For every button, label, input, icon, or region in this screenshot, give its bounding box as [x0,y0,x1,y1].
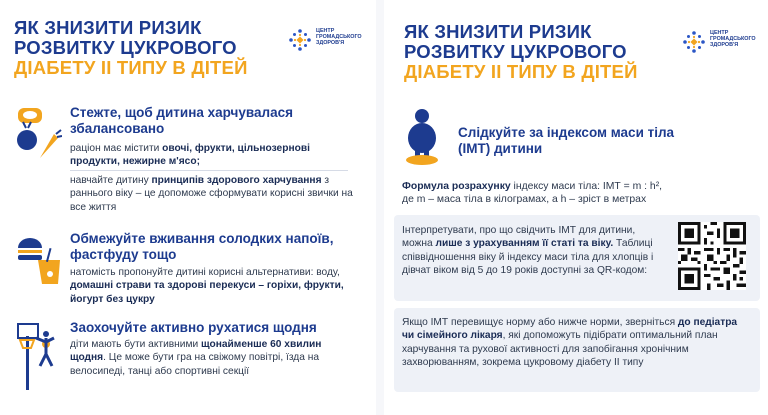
qr-code-icon [678,222,746,290]
section-balanced-diet-text-2: навчайте дитину принципів здорового харчування з раннього віку – це допоможе сформувати корисні звички на все життя [70,175,353,213]
phc-logo-icon [682,30,706,54]
right-poster [384,0,768,415]
title-line-1: ЯК ЗНИЗИТИ РИЗИК [14,17,202,38]
phc-logo [682,30,756,54]
healthy-food-icon [14,104,62,164]
child-on-scale-icon [402,108,442,166]
title-line-2: РОЗВИТКУ ЦУКРОВОГО [14,37,237,58]
phc-logo-icon [288,28,312,52]
phc-logo-text: ЦЕНТР ГРОМАДСЬКОГО ЗДОРОВ'Я [316,28,362,47]
doctor-advice-text: Якщо ІМТ перевищує норму або нижче норми, зверніться до педіатра чи сімейного лікаря, які допоможуть підібрати оптимальний план харчування та рухової активності для запобігання хронічним захворюванням, зокрема цукровому діабету ІІ типу [402,317,738,369]
poster-title: ЯК ЗНИЗИТИ РИЗИК РОЗВИТКУ ЦУКРОВОГО ДІАБЕТУ ІІ ТИПУ В ДІТЕЙ [404,21,638,82]
bmi-interpretation-text: Інтерпретувати, про що свідчить ІМТ для дитини, можна лише з урахуванням її статі та віку. Таблиці співвідношення віку й індексу маси тіла для хлопців і дівчат віком від 5 до 19 років доступні за QR-кодом: [402,225,654,277]
bmi-section-title: Слідкуйте за індексом маси тіла (ІМТ) дитини [458,125,675,156]
title-line-3: ДІАБЕТУ ІІ ТИПУ В ДІТЕЙ [14,57,248,78]
section-activity-text: діти мають бути активними щонайменше 60 хвилин щодня. Це може бути гра на свіжому повітрі, їзда на велосипеді, танці або спортивні секції [70,339,322,377]
fastfood-drink-icon [14,234,60,286]
bmi-formula-text: Формула розрахунку індексу маси тіла: ІМТ = m : h², де m – маса тіла в кілограмах, а h – зріст в метрах [402,181,663,206]
section-limit-sweets-title: Обмежуйте вживання солодких напоїв, фастфуду тощо [70,231,334,262]
divider [70,170,348,171]
poster-title [14,18,248,78]
section-activity-title: Заохочуйте активно рухатися щодня [70,320,317,335]
section-balanced-diet-title: Стежте, щоб дитина харчувалася збалансовано [70,105,293,136]
section-limit-sweets-text: натомість пропонуйте дитині корисні альтернативи: воду, домашні страви та здорові перекуси – горіхи, фрукти, йогурт без цукру [70,267,344,305]
phc-logo-text: ЦЕНТР ГРОМАДСЬКОГО ЗДОРОВ'Я [710,30,756,49]
left-poster [0,0,376,415]
section-balanced-diet-text-1: раціон має містити овочі, фрукти, цільнозернові продукти, нежирне м'ясо; [70,143,310,168]
who-bmi-table-qr-code[interactable] [678,222,746,290]
phc-logo [288,28,362,52]
physical-activity-icon [14,322,62,392]
